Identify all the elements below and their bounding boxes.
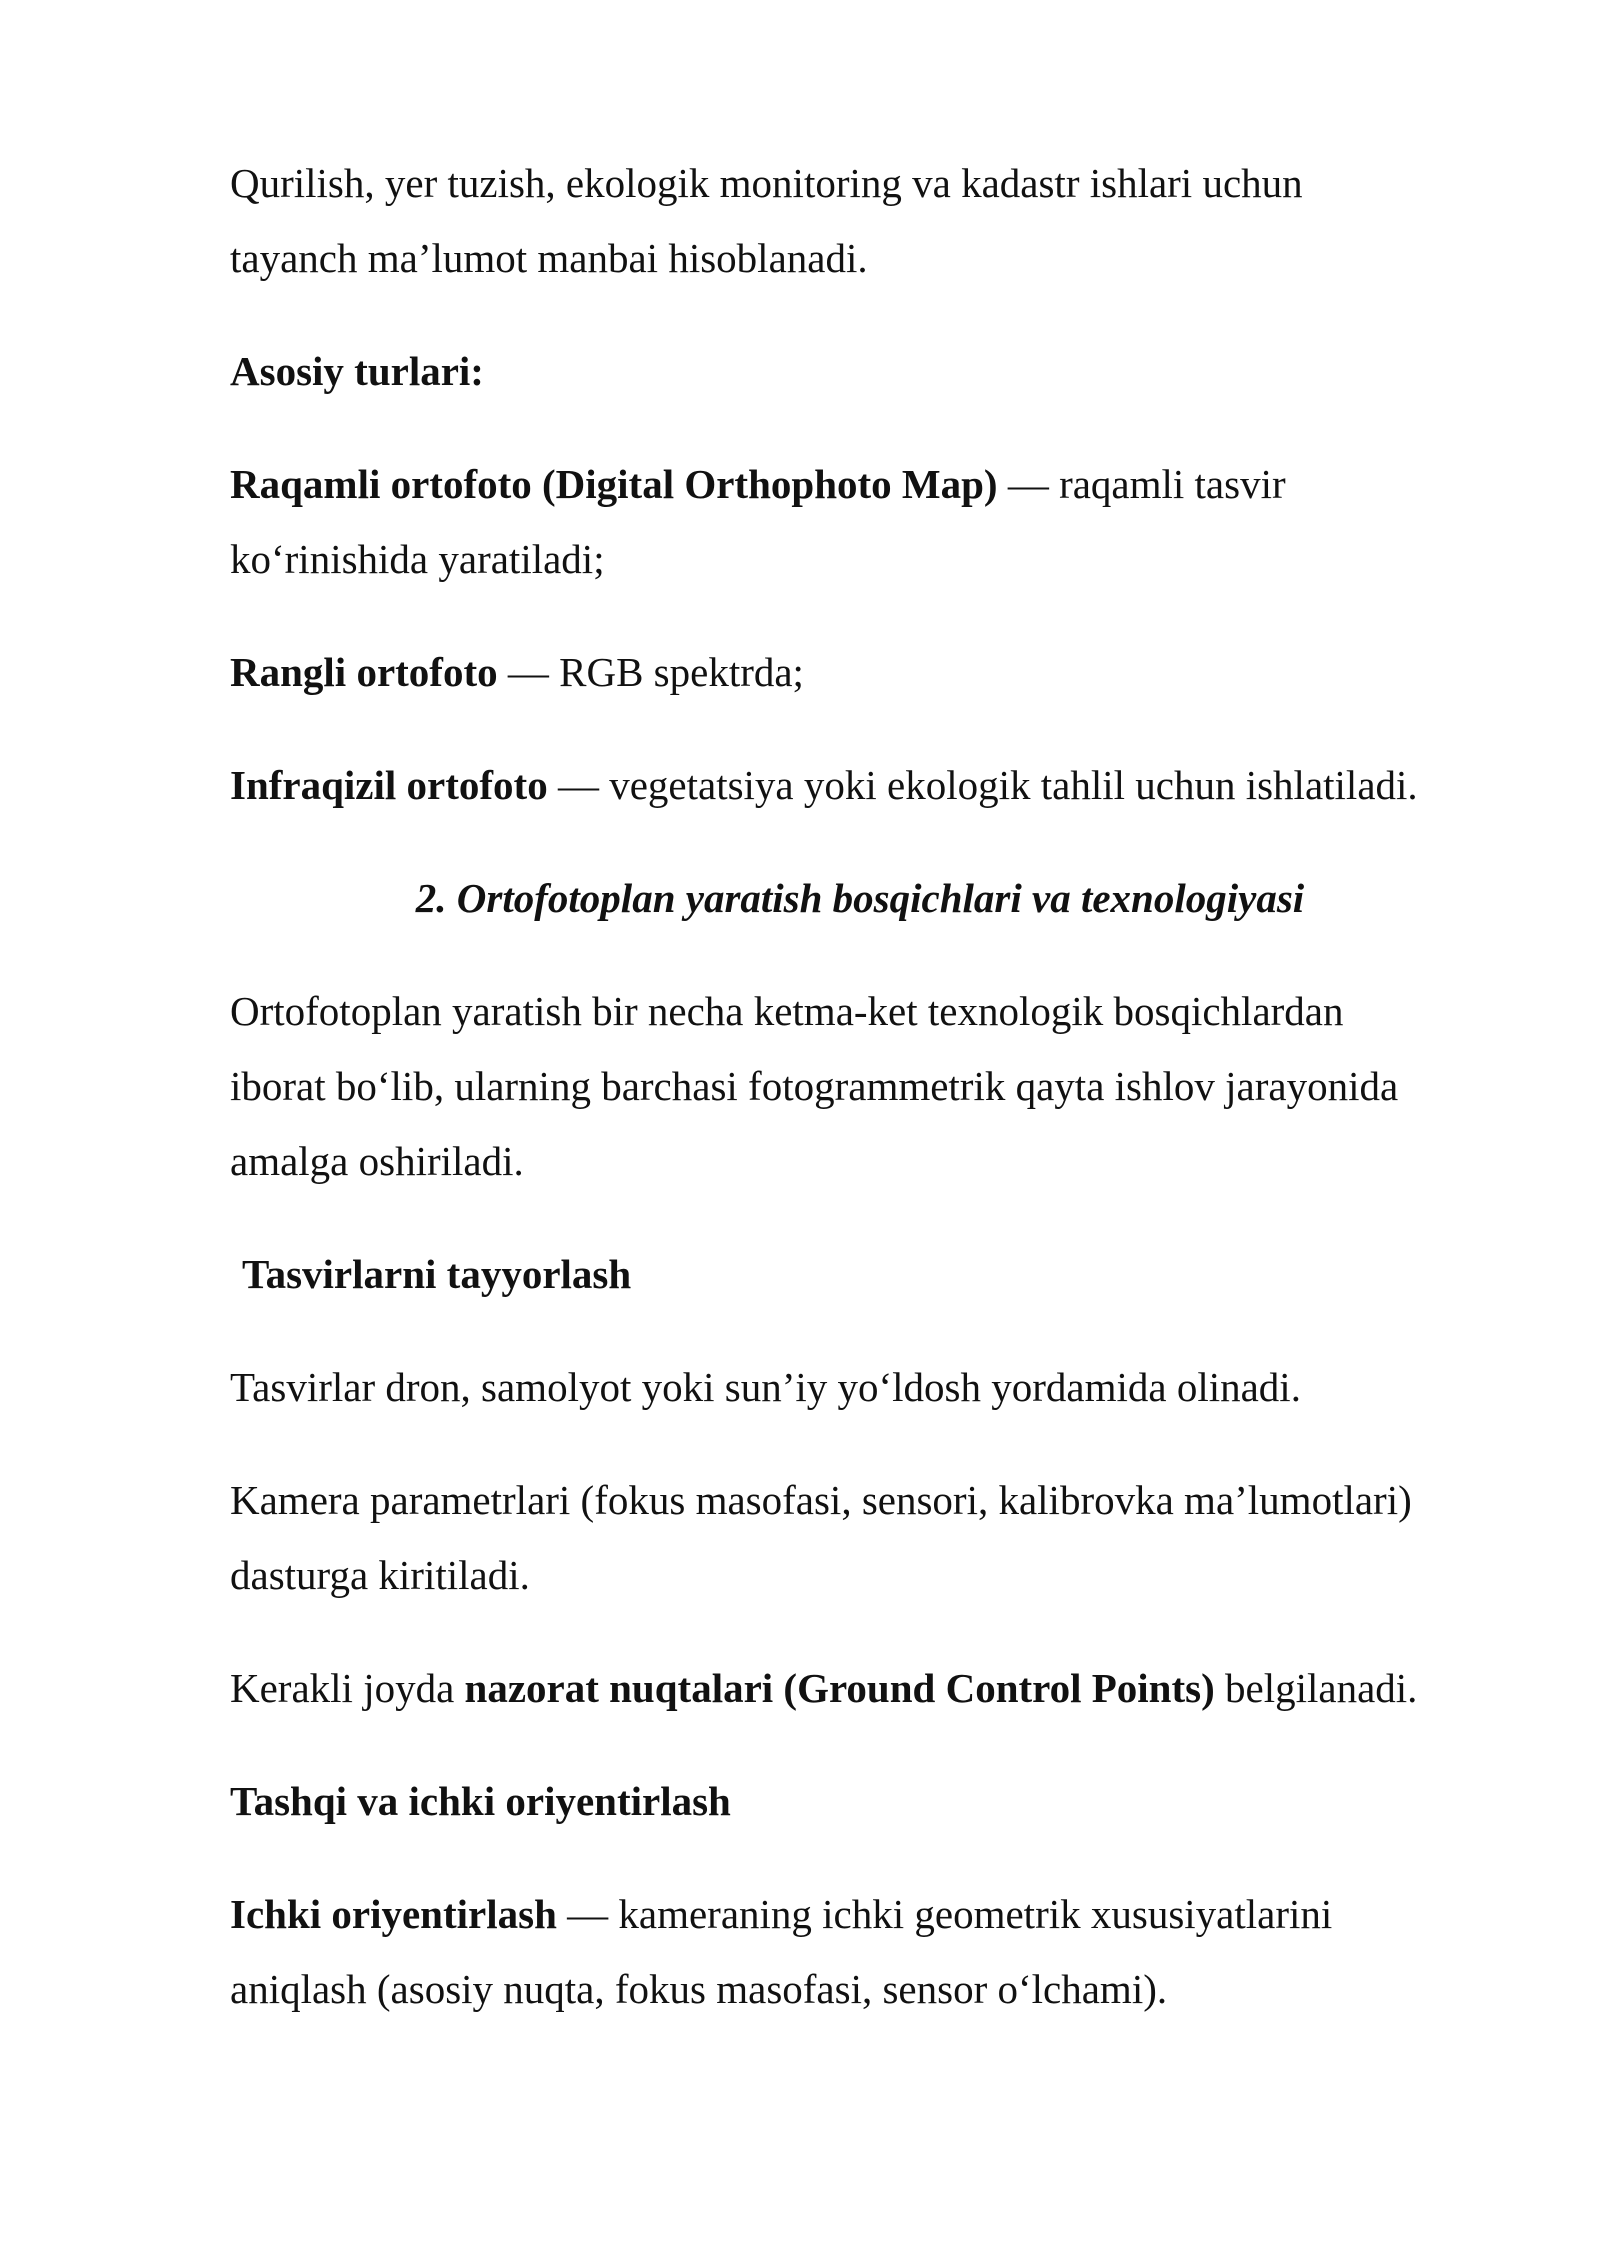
prep-item-gcp-pre: Kerakli joyda	[230, 1665, 465, 1711]
type-term-digital: Raqamli ortofoto (Digital Orthophoto Map)	[230, 461, 998, 507]
type-term-infrared: Infraqizil ortofoto	[230, 762, 548, 808]
type-desc-digital-cont: ko‘rinishida yaratiladi;	[230, 536, 605, 582]
orient-desc-internal-cont: aniqlash (asosiy nuqta, fokus masofasi, sensor o‘lchami).	[230, 1966, 1168, 2012]
document-page	[230, 146, 1490, 2065]
prep-item-camera	[230, 1463, 1490, 1613]
type-item-color	[230, 635, 1490, 710]
types-heading: Asosiy turlari:	[230, 348, 484, 394]
prep-item-images: Tasvirlar dron, samolyot yoki sun’iy yo‘ldosh yordamida olinadi.	[230, 1364, 1301, 1410]
prep-item-gcp	[230, 1651, 1490, 1726]
orient-heading: Tashqi va ichki oriyentirlash	[230, 1778, 731, 1824]
type-desc-color: — RGB spektrda;	[497, 649, 804, 695]
type-item-digital	[230, 447, 1490, 597]
type-desc-digital: — raqamli tasvir	[997, 461, 1286, 507]
prep-heading: Tasvirlarni tayyorlash	[242, 1251, 632, 1297]
section-title: 2. Ortofotoplan yaratish bosqichlari va texnologiyasi	[415, 875, 1305, 921]
orient-desc-internal: — kameraning ichki geometrik xususiyatlarini	[556, 1891, 1333, 1937]
intro-line-1: Qurilish, yer tuzish, ekologik monitoring va kadastr ishlari uchun	[230, 160, 1303, 206]
section-intro-line-3: amalga oshiriladi.	[230, 1138, 524, 1184]
section-intro-line-2: iborat bo‘lib, ularning barchasi fotogrammetrik qayta ishlov jarayonida	[230, 1063, 1399, 1109]
prep-item-camera-line-1: Kamera parametrlari (fokus masofasi, sensori, kalibrovka ma’lumotlari)	[230, 1477, 1412, 1523]
section-intro-line-1: Ortofotoplan yaratish bir necha ketma-ket texnologik bosqichlardan	[230, 988, 1344, 1034]
orient-term-internal: Ichki oriyentirlash	[230, 1891, 557, 1937]
prep-item-gcp-post: belgilanadi.	[1214, 1665, 1418, 1711]
type-term-color: Rangli ortofoto	[230, 649, 498, 695]
intro-line-2: tayanch ma’lumot manbai hisoblanadi.	[230, 235, 868, 281]
type-item-infrared	[230, 748, 1490, 823]
prep-item-gcp-term: nazorat nuqtalari (Ground Control Points)	[464, 1665, 1215, 1711]
orient-item-internal	[230, 1877, 1490, 2027]
type-desc-infrared: — vegetatsiya yoki ekologik tahlil uchun ishlatiladi.	[547, 762, 1418, 808]
section-intro-paragraph	[230, 974, 1490, 1199]
prep-item-camera-line-2: dasturga kiritiladi.	[230, 1552, 530, 1598]
intro-paragraph	[230, 146, 1490, 296]
